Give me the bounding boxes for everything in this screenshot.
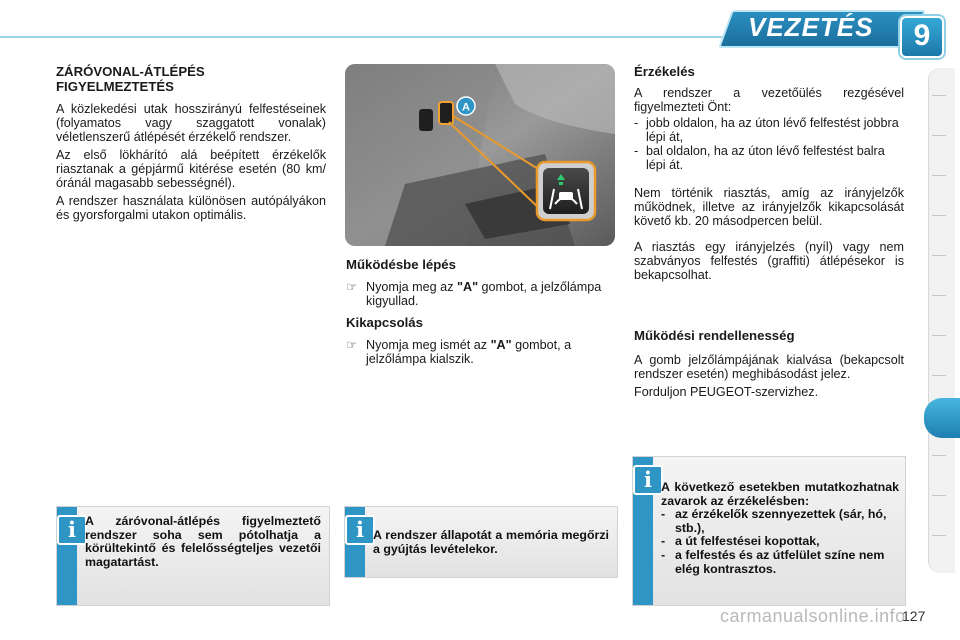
rail-marker [932,375,946,376]
section-title: VEZETÉS [748,12,874,42]
hand-pointer-icon: ☞ [346,280,358,294]
deactivation-heading: Kikapcsolás [346,315,423,330]
rail-marker [932,255,946,256]
malfunction-paragraph: Forduljon PEUGEOT-szervizhez. [634,385,819,399]
intro-paragraph: A közlekedési utak hosszirányú felfestéseinek (folyamatos vagy szaggatott vonalak) véletlenszerű átlépését érzékelő rendszer. [56,102,326,144]
malfunction-paragraph: A gomb jelzőlámpájának kialvása (bekapcsolt rendszer esetén) meghibásodást jelez. [634,353,904,381]
watermark: carmanualsonline.info [720,606,906,626]
switch-icon [439,102,453,124]
list-item: - jobb oldalon, ha az úton lévő felfestést jobbra lépi át, [634,116,899,144]
detection-paragraph: A riasztás egy irányjelzés (nyíl) vagy nem szabványos felfestés (graffiti) átlépésekor is bekapcsolhat. [634,240,904,282]
hand-pointer-icon: ☞ [346,338,358,352]
rail-marker [932,495,946,496]
activation-step: ☞ Nyomja meg az "A" gombot, a jelzőlámpa kigyullad. [346,280,602,308]
intro-section [56,64,326,226]
info-icon: i [57,515,87,545]
detection-paragraph: Nem történik riasztás, amíg az irányjelzők működnek, illetve az irányjelzők kikapcsolását követő kb. 20 másodpercen belül. [634,186,904,228]
activation-heading: Működésbe lépés [346,257,456,272]
rail-marker [932,175,946,176]
info-box-memory [344,506,618,578]
detection-heading: Érzékelés [634,64,695,79]
rail-marker [932,215,946,216]
list-item: - bal oldalon, ha az úton lévő felfestést balra lépi át. [634,144,885,172]
info-box-responsibility [56,506,330,606]
active-chapter-tab [924,398,960,438]
info-icon: i [633,465,663,495]
rail-marker [932,95,946,96]
detection-intro: A rendszer a vezetőülés rezgésével figyelmezteti Önt: [634,86,904,114]
rail-marker [932,135,946,136]
deactivation-step: ☞ Nyomja meg ismét az "A" gombot, a jelzőlámpa kialszik. [346,338,572,366]
info-icon: i [345,515,375,545]
dashboard-photo-svg [345,64,615,246]
callout-label: A [462,101,470,114]
info-title: A következő esetekben mutatkozhatnak zavarok az érzékelésben: [661,480,899,508]
info-box-interference [632,456,906,606]
intro-paragraph: Az első lökhárító alá beépített érzékelők riasztanak a gépjármű kitérése esetén (80 km/óránál magasabb sebességnél). [56,148,326,190]
switch-icon [419,109,433,131]
chapter-badge [900,16,944,58]
list-item: - a felfestés és az útfelület színe nem elég kontrasztos. [661,547,885,576]
rail-marker [932,455,946,456]
list-item: - az érzékelők szennyezettek (sár, hó, stb.), [661,507,887,535]
list-item: - a út felfestései kopottak, [661,534,820,549]
chapter-tab-rail [928,68,955,573]
intro-paragraph: A rendszer használata különösen autópályákon és gyorsforgalmi utakon optimális. [56,194,326,222]
chapter-number: 9 [913,19,931,52]
detection-section [634,64,904,282]
info-content [661,481,899,576]
dashboard-button-photo [345,64,615,246]
malfunction-section [634,328,904,399]
activation-section [346,257,616,308]
malfunction-heading: Működési rendellenesség [634,328,795,343]
rail-marker [932,295,946,296]
rail-marker [932,535,946,536]
rail-marker [932,335,946,336]
section-heading: ZÁRÓVONAL-ÁTLÉPÉS FIGYELMEZTETÉS [56,64,205,94]
deactivation-section [346,315,616,366]
info-text: A rendszer állapotát a memória megőrzi a gyújtás levételekor. [373,528,609,556]
page-number: 127 [902,608,926,624]
info-text: A záróvonal-átlépés figyelmeztető rendszer soha sem pótolhatja a körültekintő és felelősségteljes vezetői magatartást. [85,514,321,569]
page-header [0,0,960,58]
header-rule [0,36,740,38]
